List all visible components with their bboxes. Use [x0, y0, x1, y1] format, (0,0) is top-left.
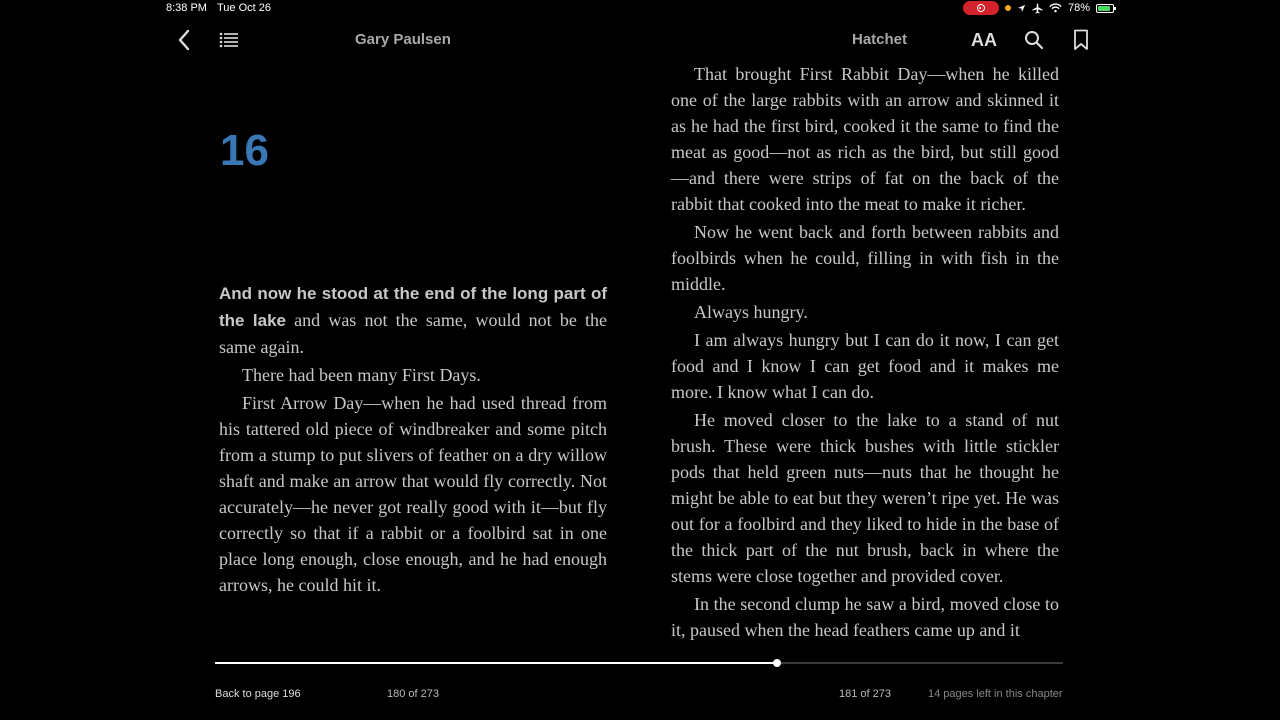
right-page-number: 181 of 273: [839, 688, 891, 700]
battery-percent: 78%: [1067, 2, 1090, 14]
paragraph: That brought First Rabbit Day—when he killed one of the large rabbits with an arrow and skinned it as he had the first bird, cooked it the same to find the meat as good—not as rich as the bird, but still good—and there were strips of fat on the back of the rabbit that cooked into the meat to make it richer.: [671, 64, 1059, 214]
paragraph: There had been many First Days.: [242, 365, 481, 385]
status-bar: [0, 0, 1280, 18]
back-chevron-icon[interactable]: [170, 26, 198, 54]
status-indicators: [963, 1, 1114, 15]
location-icon: [1017, 4, 1026, 13]
back-to-page-link[interactable]: Back to page 196: [215, 688, 301, 700]
first-paragraph: [219, 280, 607, 360]
progress-knob[interactable]: [773, 659, 781, 667]
reading-progress-slider[interactable]: [215, 662, 1063, 664]
progress-fill: [215, 662, 777, 664]
paragraph: First Arrow Day—when he had used thread from his tattered old piece of windbreaker and some pitch from a stump to put slivers of feather on a dry willow shaft and make an arrow that would fly correctly. Not accurately—he never got really good with it—but fly correctly so that if a rabbit or a foolbird sat in one place long enough, close enough, and he had enough arrows, he could hit it.: [219, 393, 607, 595]
paragraph: I am always hungry but I can do it now, I can get food and I know I can get food and it makes me more. I know what I can do.: [671, 330, 1059, 402]
orange-dot-indicator: [1005, 5, 1011, 11]
screen-record-icon[interactable]: [963, 1, 999, 15]
book-author: Gary Paulsen: [355, 31, 451, 48]
airplane-icon: [1032, 3, 1043, 14]
battery-icon: [1096, 4, 1114, 13]
status-time: 8:38 PM: [166, 2, 207, 14]
first-paragraph-rest: and was not the same, would not be the same again.: [219, 310, 607, 357]
left-page: [219, 280, 607, 600]
text-size-label: AA: [971, 29, 997, 50]
left-page-number: 180 of 273: [387, 688, 439, 700]
paragraph: He moved closer to the lake to a stand of nut brush. These were thick bushes with little stickler pods that held green nuts—nuts that he thought he might be able to eat but they weren’t ripe yet. He was out for a foolbird and they liked to hide in the base of the thick part of the nut brush, back in where the stems were close together and provided cover.: [671, 410, 1059, 586]
wifi-icon: [1049, 3, 1062, 13]
bookmark-icon[interactable]: [1067, 26, 1095, 54]
book-title: Hatchet: [852, 31, 908, 48]
status-date: Tue Oct 26: [217, 2, 272, 14]
search-icon[interactable]: [1020, 26, 1048, 54]
pages-left-in-chapter: 14 pages left in this chapter: [928, 688, 1063, 700]
paragraph: Now he went back and forth between rabbits and foolbirds when he could, filling in with fish in the middle.: [671, 222, 1059, 294]
paragraph: Always hungry.: [694, 302, 808, 322]
paragraph: In the second clump he saw a bird, moved close to it, paused when the head feathers came up and it: [671, 594, 1059, 640]
chapter-lead-in: And now he stood at the end of the long part of the lake: [219, 284, 607, 330]
text-size-icon[interactable]: [970, 26, 998, 54]
right-page: [671, 61, 1059, 645]
reader-toolbar: [0, 20, 1280, 60]
chapter-number: 16: [220, 126, 269, 175]
table-of-contents-icon[interactable]: [215, 26, 243, 54]
